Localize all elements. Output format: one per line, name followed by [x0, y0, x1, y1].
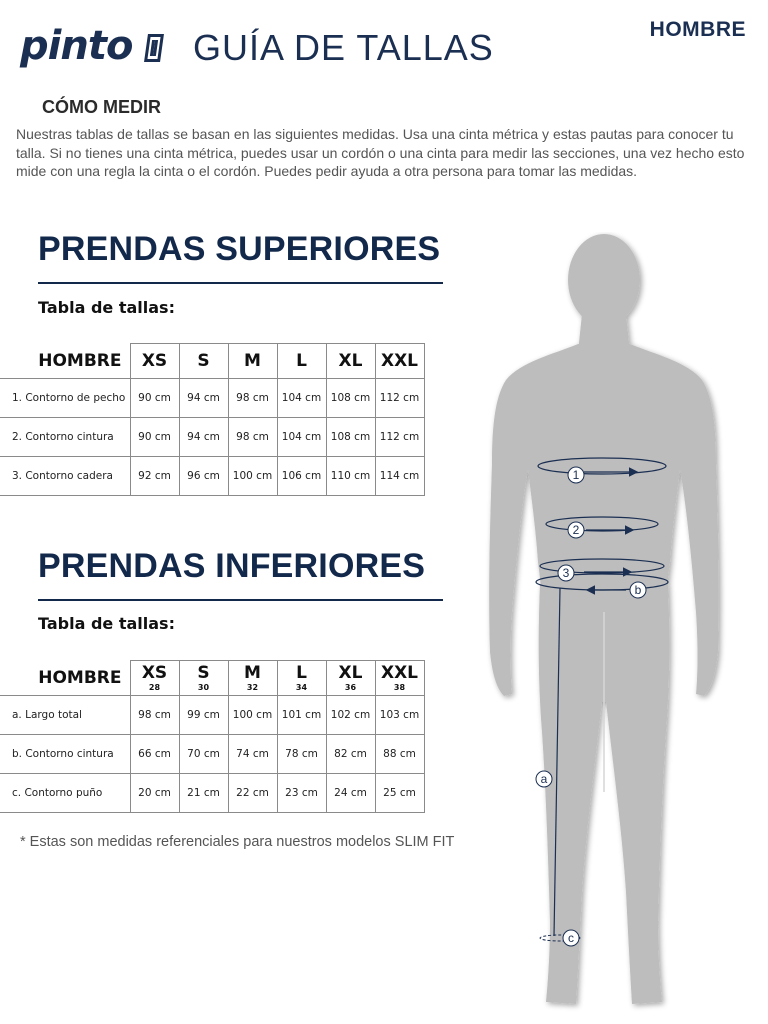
cell-value: 110 cm — [326, 457, 375, 496]
upper-table-caption: Tabla de tallas: — [38, 298, 175, 317]
cell-value: 24 cm — [326, 774, 375, 813]
upper-size-s: S — [179, 344, 228, 379]
upper-section-divider — [38, 282, 443, 284]
cell-value: 104 cm — [277, 379, 326, 418]
table-row — [0, 774, 424, 813]
lower-size-number: 36 — [344, 683, 357, 692]
table-row — [0, 418, 424, 457]
cell-value: 103 cm — [375, 696, 424, 735]
cell-value: 100 cm — [228, 457, 277, 496]
cell-value: 104 cm — [277, 418, 326, 457]
row-label: 2. Contorno cintura — [0, 418, 130, 457]
lower-table-caption: Tabla de tallas: — [38, 614, 175, 633]
cell-value: 66 cm — [130, 735, 179, 774]
cell-value: 112 cm — [375, 379, 424, 418]
slim-fit-footnote: * Estas son medidas referenciales para nuestros modelos SLIM FIT — [20, 834, 455, 850]
cell-value: 106 cm — [277, 457, 326, 496]
lower-size-xs: XS 28 — [130, 661, 179, 696]
cell-value: 90 cm — [130, 418, 179, 457]
cell-value: 94 cm — [179, 379, 228, 418]
page-title: GUÍA DE TALLAS — [193, 27, 494, 68]
gender-label: HOMBRE — [649, 18, 746, 41]
marker-2: 2 — [572, 523, 580, 537]
body-silhouette-figure — [484, 232, 728, 1012]
row-label: b. Contorno cintura — [0, 735, 130, 774]
upper-size-m: M — [228, 344, 277, 379]
lower-size-number: 38 — [393, 683, 406, 692]
cell-value: 98 cm — [228, 418, 277, 457]
cell-value: 70 cm — [179, 735, 228, 774]
upper-size-xs: XS — [130, 344, 179, 379]
lower-size-xl: XL 36 — [326, 661, 375, 696]
lower-table-corner: HOMBRE — [0, 661, 130, 696]
cell-value: 82 cm — [326, 735, 375, 774]
cell-value: 99 cm — [179, 696, 228, 735]
lower-size-l: L 34 — [277, 661, 326, 696]
cell-value: 78 cm — [277, 735, 326, 774]
cell-value: 112 cm — [375, 418, 424, 457]
cell-value: 96 cm — [179, 457, 228, 496]
lower-size-table — [0, 660, 425, 813]
lower-size-number: 30 — [197, 683, 210, 692]
brand-mark-icon — [144, 34, 164, 62]
cell-value: 98 cm — [228, 379, 277, 418]
upper-section-title: PRENDAS SUPERIORES — [38, 230, 441, 268]
lower-section-title: PRENDAS INFERIORES — [38, 547, 426, 585]
cell-value: 88 cm — [375, 735, 424, 774]
cell-value: 20 cm — [130, 774, 179, 813]
lower-section-divider — [38, 599, 443, 601]
row-label: c. Contorno puño — [0, 774, 130, 813]
cell-value: 92 cm — [130, 457, 179, 496]
row-label: 1. Contorno de pecho — [0, 379, 130, 418]
upper-size-xxl: XXL — [375, 344, 424, 379]
table-row — [0, 379, 424, 418]
row-label: 3. Contorno cadera — [0, 457, 130, 496]
marker-b: b — [634, 583, 642, 597]
marker-a: a — [540, 772, 548, 786]
lower-size-number: 28 — [148, 683, 161, 692]
marker-c: c — [568, 931, 574, 945]
row-label: a. Largo total — [0, 696, 130, 735]
cell-value: 22 cm — [228, 774, 277, 813]
marker-1: 1 — [572, 468, 580, 482]
cell-value: 102 cm — [326, 696, 375, 735]
how-to-measure-text: Nuestras tablas de tallas se basan en las siguientes medidas. Usa una cinta métrica y estas pautas para conocer tu talla. Si no tienes una cinta métrica, puedes usar un cordón o una cinta para medir las secciones, una vez hecho esto mide con una regla la cinta o el cordón. Puedes pedir ayuda a otra persona para tomar las medidas. — [16, 126, 745, 179]
upper-size-xl: XL — [326, 344, 375, 379]
upper-size-table — [0, 343, 425, 496]
brand-logo: pinto — [20, 23, 133, 69]
table-row — [0, 457, 424, 496]
cell-value: 25 cm — [375, 774, 424, 813]
cell-value: 108 cm — [326, 379, 375, 418]
table-row — [0, 735, 424, 774]
cell-value: 100 cm — [228, 696, 277, 735]
figure-head — [568, 234, 640, 326]
lower-size-number: 32 — [246, 683, 259, 692]
table-row — [0, 696, 424, 735]
lower-size-s: S 30 — [179, 661, 228, 696]
cell-value: 74 cm — [228, 735, 277, 774]
marker-3: 3 — [562, 566, 570, 580]
cell-value: 114 cm — [375, 457, 424, 496]
cell-value: 90 cm — [130, 379, 179, 418]
cell-value: 101 cm — [277, 696, 326, 735]
how-to-measure-title: CÓMO MEDIR — [42, 97, 161, 117]
upper-size-l: L — [277, 344, 326, 379]
lower-size-number: 34 — [295, 683, 308, 692]
lower-size-xxl: XXL 38 — [375, 661, 424, 696]
upper-table-corner: HOMBRE — [0, 344, 130, 379]
cell-value: 94 cm — [179, 418, 228, 457]
cell-value: 98 cm — [130, 696, 179, 735]
lower-size-m: M 32 — [228, 661, 277, 696]
cell-value: 108 cm — [326, 418, 375, 457]
cell-value: 21 cm — [179, 774, 228, 813]
cell-value: 23 cm — [277, 774, 326, 813]
